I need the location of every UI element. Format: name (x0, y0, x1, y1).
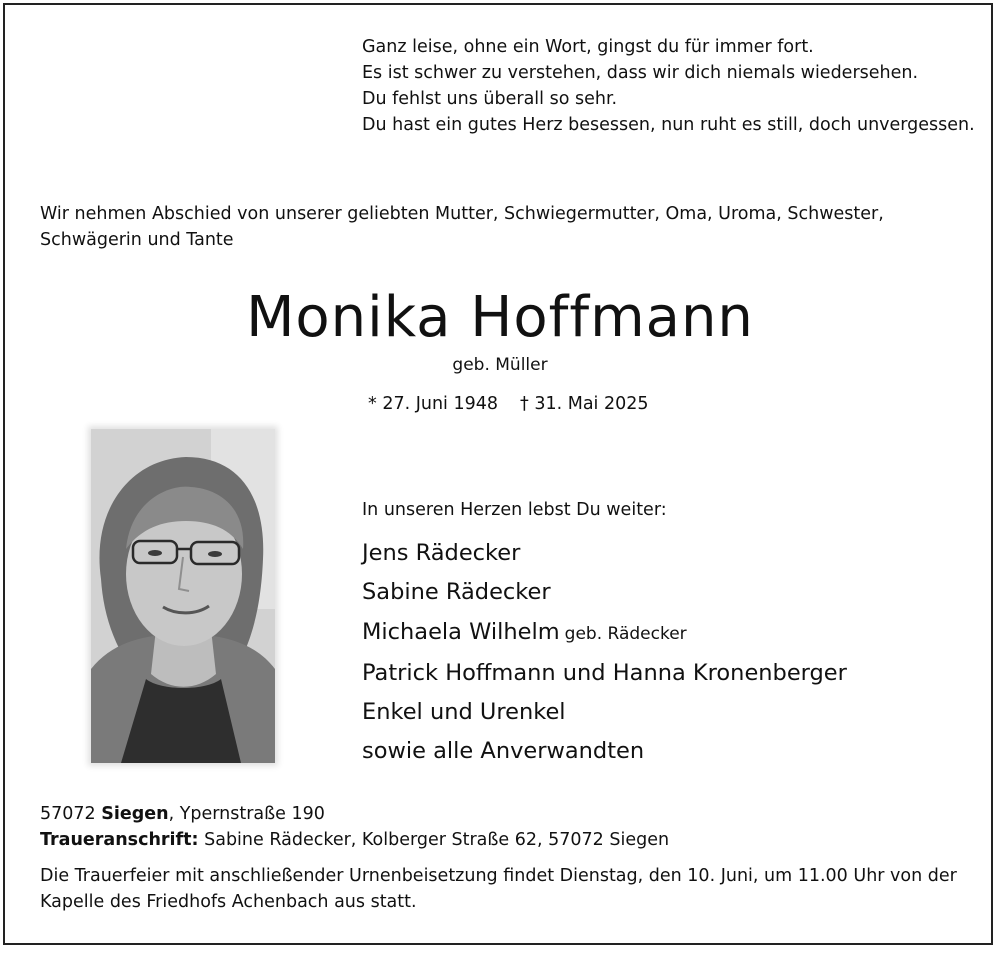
city: Siegen (101, 804, 169, 824)
life-dates (368, 391, 649, 417)
mourner-item (362, 693, 847, 732)
mourners-list (362, 534, 847, 772)
mourning-address-label: Traueranschrift: (40, 830, 199, 850)
mourner-item (362, 654, 847, 693)
poem-line: Ganz leise, ohne ein Wort, gingst du für immer fort. (362, 37, 814, 57)
postcode: 57072 (40, 804, 96, 824)
poem (362, 34, 975, 138)
birth-name: geb. Müller (452, 355, 548, 375)
birth-date: * 27. Juni 1948 (368, 394, 499, 414)
mourner-name: Enkel und Urenkel (362, 699, 566, 726)
mourner-name: Sabine Rädecker (362, 579, 551, 606)
poem-line: Du hast ein gutes Herz besessen, nun ruht es still, doch unvergessen. (362, 115, 975, 135)
mourner-item (362, 573, 847, 612)
service-notice: Die Trauerfeier mit anschließender Urnenbeisetzung findet Dienstag, den 10. Juni, um 11.00 Uhr von der Kapelle des Friedhofs Achenbach aus statt. (40, 866, 957, 912)
poem-line: Es ist schwer zu verstehen, dass wir dich niemals wiedersehen. (362, 63, 919, 83)
home-address (40, 801, 669, 827)
mourner-name: Jens Rädecker (362, 540, 521, 566)
mourning-address (40, 827, 669, 853)
address-block (40, 801, 669, 853)
mourning-address-value: Sabine Rädecker, Kolberger Straße 62, 57072 Siegen (198, 830, 670, 850)
deceased-name: Monika Hoffmann (246, 285, 754, 350)
mourner-name: sowie alle Anverwandten (362, 738, 645, 765)
intro-text: Wir nehmen Abschied von unserer geliebten Mutter, Schwiegermutter, Oma, Uroma, Schwester, Schwägerin und Tante (40, 204, 884, 250)
portrait-photo (91, 429, 275, 763)
poem-line: Du fehlst uns überall so sehr. (362, 89, 618, 109)
mourner-name: Michaela Wilhelm (362, 618, 560, 645)
mourner-name: Patrick Hoffmann und Hanna Kronenberger (362, 659, 847, 686)
mourner-item (362, 534, 847, 573)
mourner-note: geb. Rädecker (564, 623, 687, 644)
mourner-item (362, 732, 847, 771)
mourners-heading: In unseren Herzen lebst Du weiter: (362, 500, 667, 520)
death-date: † 31. Mai 2025 (520, 394, 649, 414)
mourner-item (362, 613, 847, 654)
street: , Ypernstraße 190 (168, 804, 325, 824)
